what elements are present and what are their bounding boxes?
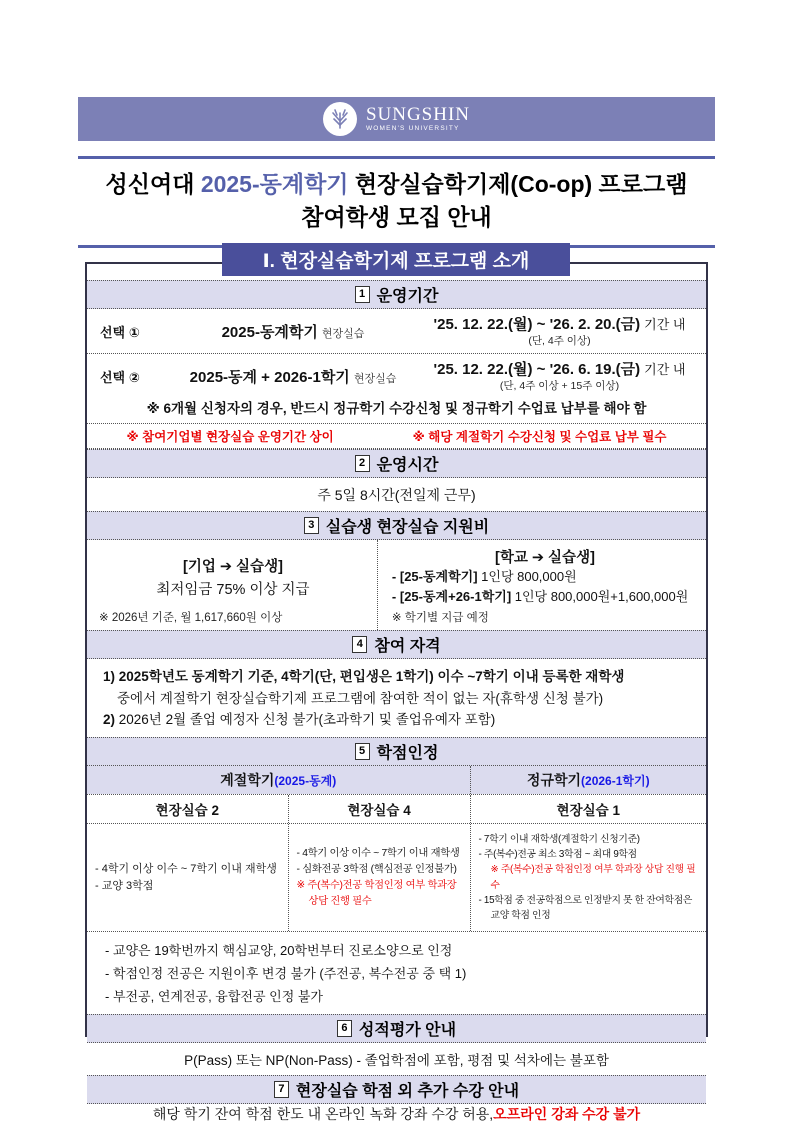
eligibility-line2: 중에서 계절학기 현장실습학기제 프로그램에 참여한 적이 없는 자(휴학생 신청 불가) bbox=[117, 690, 604, 706]
section-hours-title: 운영시간 bbox=[376, 457, 439, 475]
credits-group2-label: 정규학기 bbox=[526, 772, 582, 789]
section-grading-title: 성적평가 안내 bbox=[358, 1022, 457, 1040]
extra-text-red: 오프라인 강좌 수강 불가 bbox=[493, 1106, 641, 1123]
eligibility-line1: 1) 2025학년도 동계학기 기준, 4학기(단, 편입생은 1학기) 이수 ~7학기 이내 등록한 재학생 bbox=[103, 669, 625, 685]
eligibility-line3-text: 2026년 2월 졸업 예정자 신청 불가(초과학기 및 졸업유예자 포함) bbox=[115, 712, 496, 728]
support-row bbox=[87, 540, 706, 630]
support-item1-amount: 1인당 800,000원 bbox=[477, 569, 577, 585]
credits-col1-header: 현장실습 2 bbox=[155, 803, 219, 819]
option2-date-note: (단, 4주 이상 + 15주 이상) bbox=[499, 380, 620, 393]
option2-program bbox=[173, 366, 413, 387]
credits-group1-label: 계절학기 bbox=[220, 772, 275, 789]
cell3-line3: - 15학점 중 전공학점으로 인정받지 못 한 잔여학점은 bbox=[478, 894, 693, 906]
section-number-box: 6 bbox=[337, 1020, 352, 1037]
support-item2-semester: - [25-동계+26-1학기] bbox=[391, 588, 512, 604]
support-company-cell bbox=[87, 540, 378, 630]
support-school-header: [학교 ➔ 실습생] bbox=[495, 550, 595, 567]
section-number-box: 3 bbox=[304, 517, 319, 534]
title-accent-semester: 2025-동계학기 bbox=[200, 171, 349, 197]
support-item1-semester: - [25-동계학기] bbox=[391, 569, 478, 585]
credits-note2: - 학점인정 전공은 지원이후 변경 불가 (주전공, 복수전공 중 택 1) bbox=[105, 965, 467, 981]
credits-table-body bbox=[87, 824, 706, 932]
cell3-line1: - 7학기 이내 재학생(계절학기 신청기준) bbox=[478, 834, 640, 846]
red-note-tuition: ※ 해당 계절학기 수강신청 및 수업료 납부 필수 bbox=[412, 430, 667, 445]
period-option2-row bbox=[87, 354, 706, 395]
support-item2-amount: 1인당 800,000원+1,600,000원 bbox=[511, 588, 689, 604]
section-number-box: 7 bbox=[274, 1081, 289, 1098]
eligibility-line3-number: 2) bbox=[103, 712, 116, 728]
eligibility-line3 bbox=[103, 709, 692, 731]
section-support-header bbox=[87, 511, 706, 540]
section-number-box: 2 bbox=[355, 455, 370, 472]
credits-col3-header: 현장실습 1 bbox=[470, 795, 706, 823]
support-school-note: ※ 학기별 지급 예정 bbox=[391, 612, 489, 625]
credits-cell-practice2 bbox=[87, 824, 288, 931]
red-note-company: ※ 참여기업별 현장실습 운영기간 상이 bbox=[126, 430, 334, 445]
credits-col2-header: 현장실습 4 bbox=[288, 795, 470, 823]
program-info-table bbox=[85, 262, 708, 1123]
option2-date-range: '25. 12. 22.(월) ~ '26. 6. 19.(금) bbox=[433, 361, 641, 379]
cell1-line1: - 4학기 이상 이수 ~ 7학기 이내 재학생 bbox=[95, 862, 277, 875]
section-credits-header bbox=[87, 737, 706, 766]
extra-text bbox=[87, 1104, 706, 1124]
option2-program-name: 2025-동계 + 2026-1학기 bbox=[189, 369, 350, 387]
six-month-note: ※ 6개월 신청자의 경우, 반드시 정규학기 수강신청 및 정규학기 수업료 납부를 해야 함 bbox=[87, 395, 706, 424]
cell2-red-line1: ※ 주(복수)전공 학점인정 여부 학과장 bbox=[296, 879, 457, 891]
credits-group-seasonal bbox=[87, 766, 470, 794]
support-school-cell bbox=[378, 540, 706, 630]
extra-text-black: 해당 학기 잔여 학점 한도 내 온라인 녹화 강좌 수강 허용, bbox=[152, 1106, 494, 1123]
section-support-title: 실습생 현장실습 지원비 bbox=[325, 519, 490, 537]
section-number-box: 4 bbox=[352, 636, 367, 653]
cell2-line1: - 4학기 이상 이수 ~ 7학기 이내 재학생 bbox=[296, 847, 460, 859]
credits-note1: - 교양은 19학번까지 핵심교양, 20학번부터 진로소양으로 인정 bbox=[105, 943, 453, 959]
option1-date-note: (단, 4주 이상) bbox=[528, 335, 591, 347]
section-credits-title: 학점인정 bbox=[376, 745, 439, 763]
option1-date-tail: 기간 내 bbox=[644, 317, 686, 332]
credits-notes bbox=[87, 932, 706, 1014]
university-logo-icon bbox=[323, 102, 357, 136]
credits-group-regular bbox=[470, 766, 706, 794]
credits-table bbox=[87, 766, 706, 932]
option1-date-range: '25. 12. 22.(월) ~ '26. 2. 20.(금) bbox=[433, 316, 641, 333]
credits-note3: - 부전공, 연계전공, 융합전공 인정 불가 bbox=[105, 988, 323, 1004]
section-period-header bbox=[87, 280, 706, 309]
option2-dates bbox=[413, 360, 706, 393]
section-hours-header bbox=[87, 449, 706, 478]
option1-program bbox=[173, 321, 413, 342]
support-company-note: ※ 2026년 기준, 월 1,617,660원 이상 bbox=[99, 612, 283, 625]
credits-cell-practice4 bbox=[288, 824, 470, 931]
option1-program-name: 2025-동계학기 bbox=[221, 324, 318, 342]
university-subtitle: WOMEN'S UNIVERSITY bbox=[365, 125, 460, 133]
option2-program-type: 현장실습 bbox=[353, 373, 397, 386]
document-title-line2: 참여학생 모집 안내 bbox=[301, 204, 492, 231]
period-option1-row bbox=[87, 309, 706, 354]
option2-label: 선택 ② bbox=[100, 370, 140, 386]
option1-dates bbox=[413, 315, 706, 348]
title-prefix: 성신여대 bbox=[105, 171, 201, 197]
document-title bbox=[78, 156, 715, 248]
cell1-line2: - 교양 3학점 bbox=[95, 879, 154, 892]
credits-group2-sub: (2026-1학기) bbox=[581, 774, 650, 789]
university-banner bbox=[78, 97, 715, 141]
hours-text: 주 5일 8시간(전일제 근무) bbox=[317, 486, 476, 503]
section-grading-header bbox=[87, 1014, 706, 1043]
part1-heading: Ⅰ. 현장실습학기제 프로그램 소개 bbox=[222, 243, 570, 276]
section-number-box: 1 bbox=[355, 286, 370, 303]
section-eligibility-title: 참여 자격 bbox=[374, 638, 441, 656]
university-logo-text bbox=[366, 105, 470, 133]
option1-program-type: 현장실습 bbox=[321, 328, 365, 341]
section-extra-title: 현장실습 학점 외 추가 수강 안내 bbox=[295, 1083, 520, 1101]
cell3-red-line: ※ 주(복수)전공 학점인정 여부 학과장 상담 진행 필수 bbox=[490, 864, 696, 891]
support-school-item1 bbox=[392, 567, 698, 587]
cell3-line4: 교양 학점 인정 bbox=[490, 909, 551, 921]
credits-cell-practice1 bbox=[470, 824, 706, 931]
cell2-red-line2: 상담 진행 필수 bbox=[308, 895, 372, 907]
credits-table-group-row bbox=[87, 766, 706, 794]
period-red-notes bbox=[87, 424, 706, 449]
document-title-line1 bbox=[78, 168, 715, 201]
section-extra-header bbox=[87, 1075, 706, 1104]
support-company-body: 최저임금 75% 이상 지급 bbox=[156, 581, 310, 598]
cell2-line2: - 심화전공 3학점 (핵심전공 인정불가) bbox=[296, 863, 457, 875]
option1-label: 선택 ① bbox=[100, 325, 140, 341]
support-company-header: [기업 ➔ 실습생] bbox=[183, 559, 283, 576]
grading-text: P(Pass) 또는 NP(Non-Pass) - 졸업학점에 포함, 평점 및 석차에는 불포함 bbox=[184, 1053, 609, 1069]
support-school-item2 bbox=[392, 587, 698, 607]
university-name: SUNGSHIN bbox=[365, 104, 471, 126]
title-suffix: 현장실습학기제(Co-op) 프로그램 bbox=[348, 171, 688, 197]
section-eligibility-header bbox=[87, 630, 706, 659]
section-number-box: 5 bbox=[355, 743, 370, 760]
cell3-line2: - 주(복수)전공 최소 3학점 ~ 최대 9학점 bbox=[478, 849, 637, 861]
eligibility-text bbox=[87, 659, 706, 737]
credits-group1-sub: (2025-동계) bbox=[274, 774, 337, 789]
credits-table-course-row bbox=[87, 794, 706, 824]
section-period-title: 운영기간 bbox=[376, 288, 439, 305]
option2-date-tail: 기간 내 bbox=[644, 362, 686, 378]
